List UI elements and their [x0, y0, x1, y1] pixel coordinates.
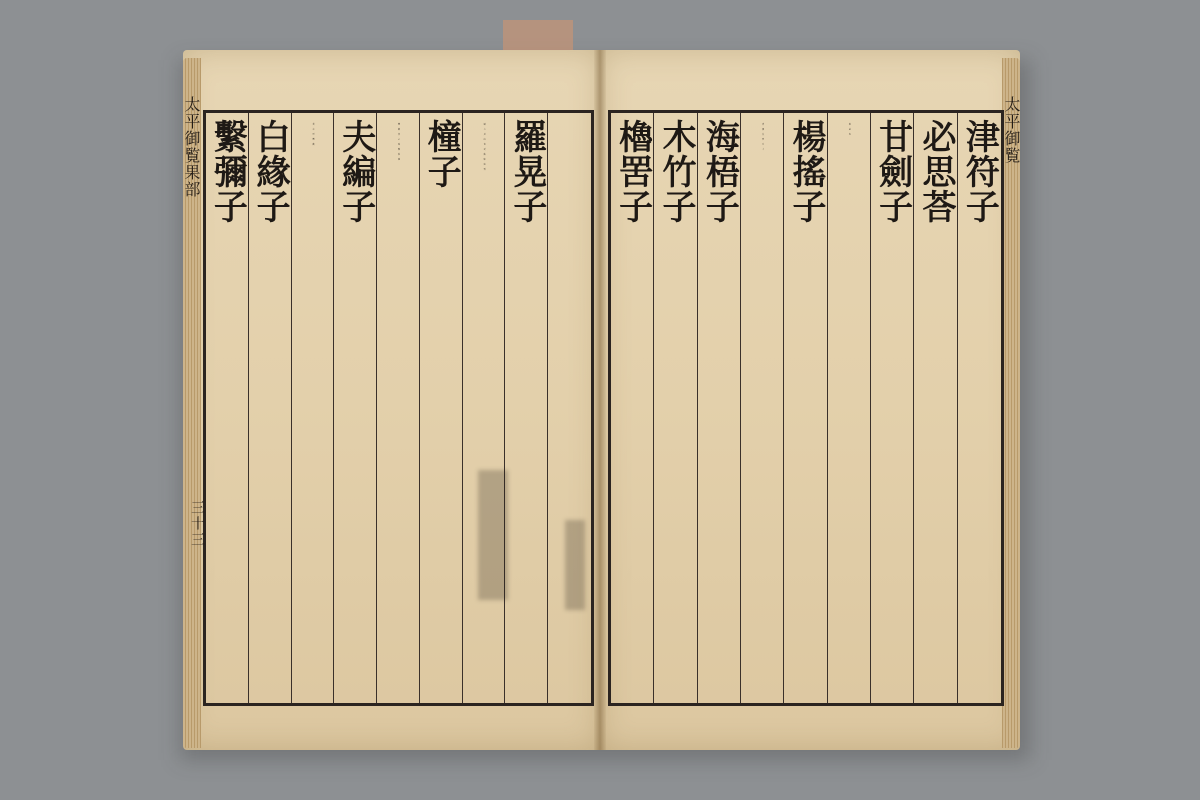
text-column — [957, 113, 1001, 703]
note-line — [804, 226, 806, 258]
ink-smudge — [478, 470, 508, 600]
right-page-frame — [608, 110, 1004, 706]
note-line — [677, 226, 679, 252]
text-column — [419, 113, 463, 703]
entry-heading: 海梧子 — [699, 119, 740, 224]
text-column — [913, 113, 957, 703]
note-line — [807, 226, 809, 258]
entry-heading: 白緣子 — [250, 119, 291, 224]
page-number: 三十三 — [189, 500, 205, 548]
note-pair — [353, 226, 358, 258]
entry-heading: 夫編子 — [335, 119, 376, 224]
text-column — [504, 113, 548, 703]
note-line — [567, 121, 569, 127]
note-line — [934, 226, 936, 250]
entry-heading: 橦子 — [421, 119, 462, 189]
text-column — [697, 113, 741, 703]
note-line — [571, 121, 573, 127]
text-column — [206, 113, 249, 703]
note-pair — [225, 226, 230, 250]
note-line — [268, 226, 270, 250]
continuation-text: 層方見肉也夏熟味如栗 — [483, 123, 486, 173]
entry-heading: 羅晃子 — [506, 119, 547, 224]
book-gutter — [594, 50, 606, 750]
entry-heading: 櫓罟子 — [612, 119, 653, 224]
text-column — [653, 113, 697, 703]
note-line — [353, 226, 355, 258]
entry-heading: 木竹子 — [656, 119, 696, 224]
text-column — [547, 113, 591, 703]
note-line — [225, 226, 227, 250]
entry-heading: 必思荅 — [916, 119, 956, 224]
note-line — [674, 226, 676, 252]
text-column — [248, 113, 292, 703]
entry-heading: 楊搖子 — [786, 119, 826, 224]
note-line — [228, 226, 230, 250]
text-column — [376, 113, 420, 703]
left-page-frame — [203, 110, 594, 706]
note-pair — [630, 226, 635, 258]
text-column — [462, 113, 506, 703]
continuation-text: 鹽藏食之味酸似梅 — [397, 123, 400, 163]
entry-heading: 津符子 — [959, 119, 1000, 224]
note-pair — [804, 226, 809, 258]
text-column — [783, 113, 827, 703]
note-line — [442, 191, 444, 225]
note-pair — [934, 226, 939, 250]
note-line — [720, 226, 722, 258]
continuation-text: 美亦可鹽藏 — [311, 123, 314, 148]
ink-smudge — [565, 520, 585, 610]
entry-heading: 繫彌子 — [207, 119, 248, 224]
text-column — [291, 113, 335, 703]
note-line — [630, 226, 632, 258]
text-column — [827, 113, 871, 703]
text-column — [870, 113, 914, 703]
text-column — [740, 113, 784, 703]
note-line — [937, 226, 939, 250]
note-pair — [717, 226, 722, 258]
note-pair — [890, 226, 895, 258]
note-pair — [674, 226, 679, 252]
entry-heading: 甘劍子 — [872, 119, 913, 224]
note-line — [894, 226, 896, 258]
text-column — [333, 113, 377, 703]
note-line — [980, 226, 982, 250]
left-margin-title: 太平御覧果部 — [182, 96, 201, 198]
note-pair — [567, 121, 572, 127]
note-line — [528, 226, 530, 258]
note-pair — [439, 191, 444, 225]
note-line — [524, 226, 526, 258]
note-line — [271, 226, 273, 250]
note-line — [357, 226, 359, 258]
text-column — [611, 113, 654, 703]
note-line — [890, 226, 892, 258]
right-margin-title: 太平御覧 — [1002, 96, 1021, 164]
note-pair — [268, 226, 273, 250]
note-pair — [524, 226, 529, 258]
note-line — [634, 226, 636, 258]
note-line — [439, 191, 441, 225]
note-line — [717, 226, 719, 258]
continuation-text: 青黄長四五寸 — [761, 123, 764, 153]
continuation-text: 桃是也 — [848, 123, 851, 138]
note-pair — [977, 226, 982, 250]
collection-stamp — [503, 20, 573, 52]
note-line — [977, 226, 979, 250]
